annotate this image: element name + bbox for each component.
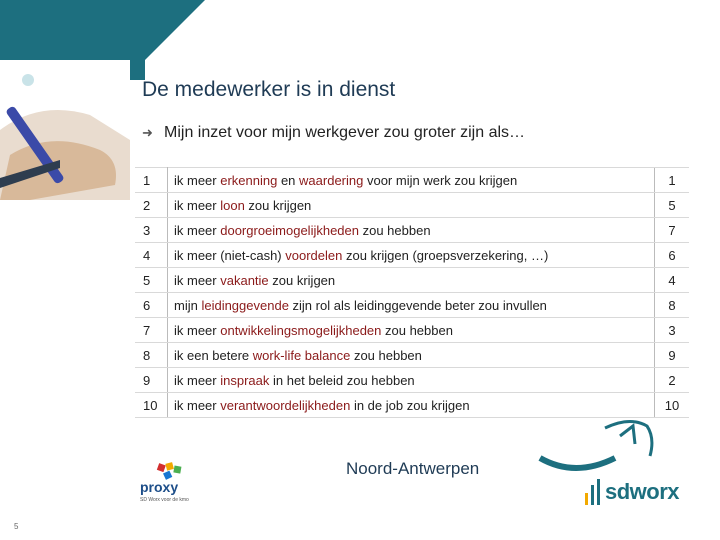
highlighted-term: waardering <box>299 172 364 188</box>
statement-text: ik meer <box>174 322 221 338</box>
sdworx-swoosh <box>535 418 665 478</box>
statement-text: in het beleid zou hebben <box>269 372 415 388</box>
table-row <box>135 268 689 293</box>
regional-rank: 1 <box>655 168 690 193</box>
regional-rank: 3 <box>655 318 690 343</box>
rank-number: 7 <box>135 318 168 343</box>
sdworx-logo <box>585 472 679 512</box>
region-label: Noord-Antwerpen <box>346 459 480 478</box>
statement-text: ik meer <box>174 197 221 213</box>
regional-rank: 5 <box>655 193 690 218</box>
rank-statement <box>168 393 655 418</box>
regional-rank: 8 <box>655 293 690 318</box>
highlighted-term: loon <box>220 197 245 213</box>
rank-statement <box>168 368 655 393</box>
highlighted-term: voordelen <box>285 247 343 263</box>
highlighted-term: doorgroeimogelijkheden <box>220 222 359 238</box>
rank-statement <box>168 168 655 193</box>
statement-text: zou krijgen <box>268 272 336 288</box>
statement-text: ik meer <box>174 272 221 288</box>
ranking-table <box>135 167 689 418</box>
sdworx-bars-icon <box>585 479 600 505</box>
highlighted-term: ontwikkelingsmogelijkheden <box>220 322 382 338</box>
statement-text: zijn rol als leidinggevende beter zou invullen <box>288 297 547 313</box>
sdworx-logo-text: sdworx <box>605 479 680 504</box>
rank-statement <box>168 293 655 318</box>
statement-text: zou hebben <box>381 322 453 338</box>
table-row <box>135 243 689 268</box>
highlighted-term: inspraak <box>220 372 270 388</box>
regional-rank: 7 <box>655 218 690 243</box>
rank-number: 4 <box>135 243 168 268</box>
table-row <box>135 318 689 343</box>
statement-text: ik meer <box>174 397 221 413</box>
page-title: De medewerker is in dienst <box>142 78 396 101</box>
rank-number: 8 <box>135 343 168 368</box>
regional-rank: 2 <box>655 368 690 393</box>
statement-text: mijn <box>174 297 202 313</box>
highlighted-term: erkenning <box>220 172 278 188</box>
proxy-logo-text: proxy <box>140 479 179 495</box>
regional-rank: 4 <box>655 268 690 293</box>
rank-statement <box>168 318 655 343</box>
statement-text: ik een betere <box>174 347 253 363</box>
table-row <box>135 168 689 193</box>
table-row <box>135 343 689 368</box>
page-number: 5 <box>14 522 19 531</box>
table-row <box>135 193 689 218</box>
rank-statement <box>168 268 655 293</box>
highlighted-term: verantwoordelijkheden <box>220 397 351 413</box>
statement-text: voor mijn werk zou krijgen <box>363 172 518 188</box>
statement-text: zou krijgen (groepsverzekering, …) <box>342 247 549 263</box>
statement-text: zou hebben <box>359 222 431 238</box>
rank-statement <box>168 193 655 218</box>
rank-number: 5 <box>135 268 168 293</box>
table-row <box>135 368 689 393</box>
intro-line <box>142 124 525 142</box>
intro-text: Mijn inzet voor mijn werkgever zou groter zijn als… <box>164 124 526 141</box>
rank-number: 3 <box>135 218 168 243</box>
rank-number: 6 <box>135 293 168 318</box>
highlighted-term: leidinggevende <box>201 297 289 313</box>
statement-text: ik meer (niet-cash) <box>174 247 286 263</box>
rank-number: 1 <box>135 168 168 193</box>
rank-statement <box>168 243 655 268</box>
regional-rank: 10 <box>655 393 690 418</box>
regional-rank: 9 <box>655 343 690 368</box>
table-row <box>135 218 689 243</box>
proxy-logo-tagline: SD Worx voor de kmo <box>140 497 189 503</box>
highlighted-term: vakantie <box>220 272 269 288</box>
header-photo <box>0 60 130 200</box>
arrow-right-icon: ➜ <box>142 125 153 140</box>
statement-text: zou hebben <box>350 347 422 363</box>
statement-text: ik meer <box>174 172 221 188</box>
table-row <box>135 293 689 318</box>
regional-rank: 6 <box>655 243 690 268</box>
statement-text: ik meer <box>174 372 221 388</box>
rank-number: 10 <box>135 393 168 418</box>
rank-statement <box>168 343 655 368</box>
rank-statement <box>168 218 655 243</box>
rank-number: 9 <box>135 368 168 393</box>
table-row <box>135 393 689 418</box>
proxy-logo <box>136 462 216 504</box>
rank-number: 2 <box>135 193 168 218</box>
statement-text: in de job zou krijgen <box>350 397 470 413</box>
statement-text: zou krijgen <box>244 197 312 213</box>
statement-text: en <box>277 172 300 188</box>
highlighted-term: work-life balance <box>252 347 351 363</box>
statement-text: ik meer <box>174 222 221 238</box>
